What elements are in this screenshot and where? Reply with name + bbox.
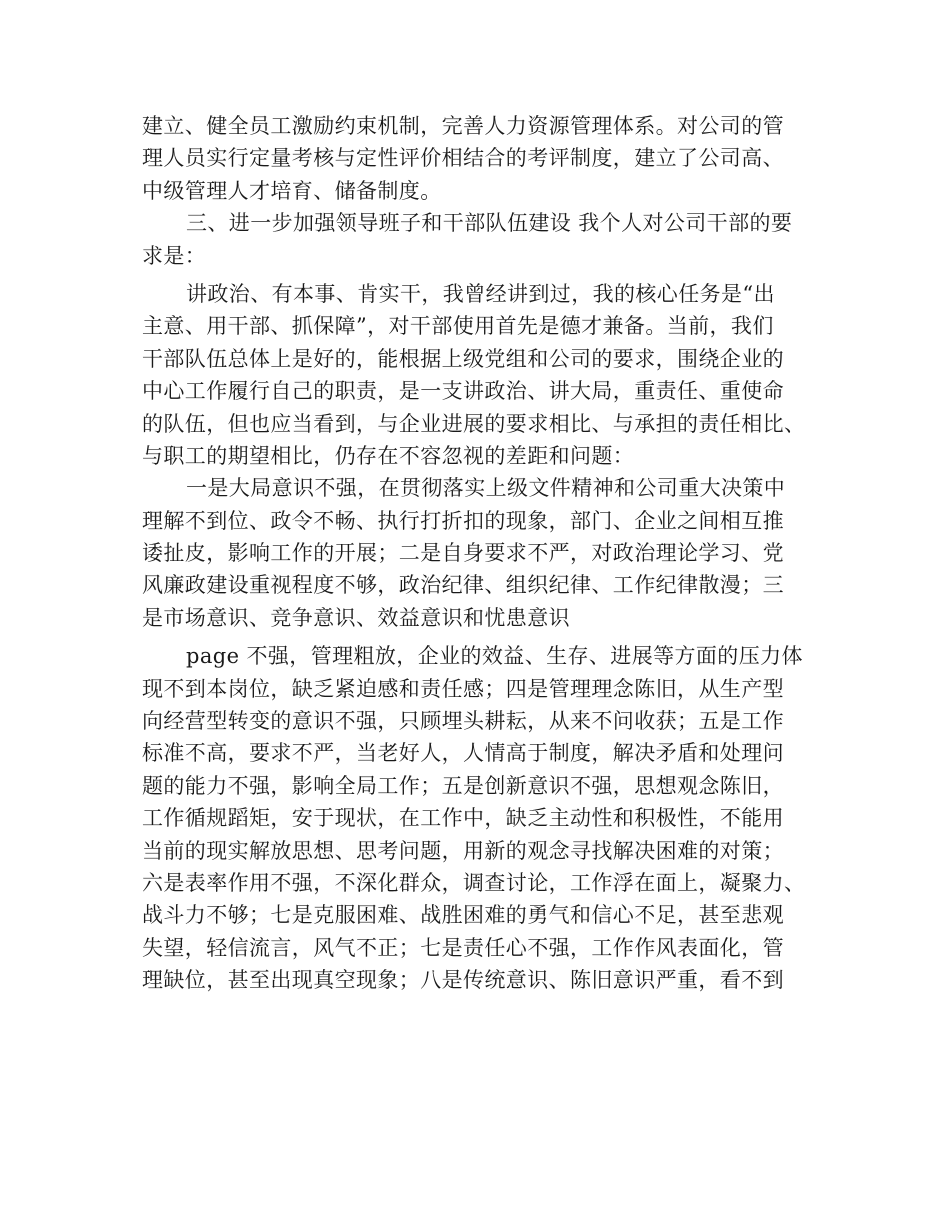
text-line: 当前的现实解放思想、思考问题，用新的观念寻找解决困难的对策； bbox=[142, 838, 784, 863]
text-line: 理缺位，甚至出现真空现象；八是传统意识、陈旧意识严重，看不到 bbox=[142, 968, 784, 993]
text-line: 是市场意识、竞争意识、效益意识和忧患意识 bbox=[142, 605, 570, 630]
text-line: 理解不到位、政令不畅、执行打折扣的现象，部门、企业之间相互推 bbox=[142, 508, 784, 533]
text-line: 现不到本岗位，缺乏紧迫感和责任感；四是管理理念陈旧，从生产型 bbox=[142, 676, 784, 701]
text-line: 主意、用干部、抓保障”，对干部使用首先是德才兼备。当前，我们 bbox=[142, 314, 774, 339]
text-line: 失望，轻信流言，风气不正；七是责任心不强，工作作风表面化，管 bbox=[142, 935, 784, 960]
paragraph-start-line: 一是大局意识不强，在贯彻落实上级文件精神和公司重大决策中 bbox=[186, 476, 786, 501]
text-line: 中级管理人才培育、储备制度。 bbox=[142, 178, 442, 203]
section-heading-line: 三、进一步加强领导班子和干部队伍建设 我个人对公司干部的要 bbox=[186, 211, 793, 236]
text-line: 求是： bbox=[142, 243, 207, 268]
paragraph-start-line: page 不强，管理粗放，企业的效益、生存、进展等方面的压力体 bbox=[186, 644, 803, 669]
text-line: 干部队伍总体上是好的，能根据上级党组和公司的要求，围绕企业的 bbox=[142, 346, 784, 371]
text-line: 诿扯皮，影响工作的开展；二是自身要求不严，对政治理论学习、党 bbox=[142, 541, 784, 566]
document-body bbox=[142, 110, 812, 997]
text-line: 与职工的期望相比，仍存在不容忽视的差距和问题： bbox=[142, 443, 635, 468]
text-line: 工作循规蹈矩，安于现状，在工作中，缺乏主动性和积极性，不能用 bbox=[142, 806, 784, 831]
text-line: 标准不高，要求不严，当老好人，人情高于制度，解决矛盾和处理问 bbox=[142, 741, 784, 766]
text-line: 建立、健全员工激励约束机制，完善人力资源管理体系。对公司的管 bbox=[142, 114, 784, 138]
text-line: 理人员实行定量考核与定性评价相结合的考评制度，建立了公司高、 bbox=[142, 146, 784, 171]
text-line: 向经营型转变的意识不强，只顾埋头耕耘，从来不问收获；五是工作 bbox=[142, 709, 784, 734]
text-line: 题的能力不强，影响全局工作；五是创新意识不强，思想观念陈旧， bbox=[142, 773, 784, 798]
text-line: 中心工作履行自己的职责，是一支讲政治、讲大局，重责任、重使命 bbox=[142, 379, 784, 404]
text-line: 风廉政建设重视程度不够，政治纪律、组织纪律、工作纪律散漫；三 bbox=[142, 573, 784, 598]
text-line: 六是表率作用不强，不深化群众，调查讨论，工作浮在面上，凝聚力、 bbox=[142, 870, 806, 895]
text-line: 战斗力不够；七是克服困难、战胜困难的勇气和信心不足，甚至悲观 bbox=[142, 903, 784, 928]
text-line: 的队伍，但也应当看到，与企业进展的要求相比、与承担的责任相比、 bbox=[142, 411, 806, 436]
paragraph-start-line: 讲政治、有本事、肯实干，我曾经讲到过，我的核心任务是“出 bbox=[186, 281, 775, 306]
